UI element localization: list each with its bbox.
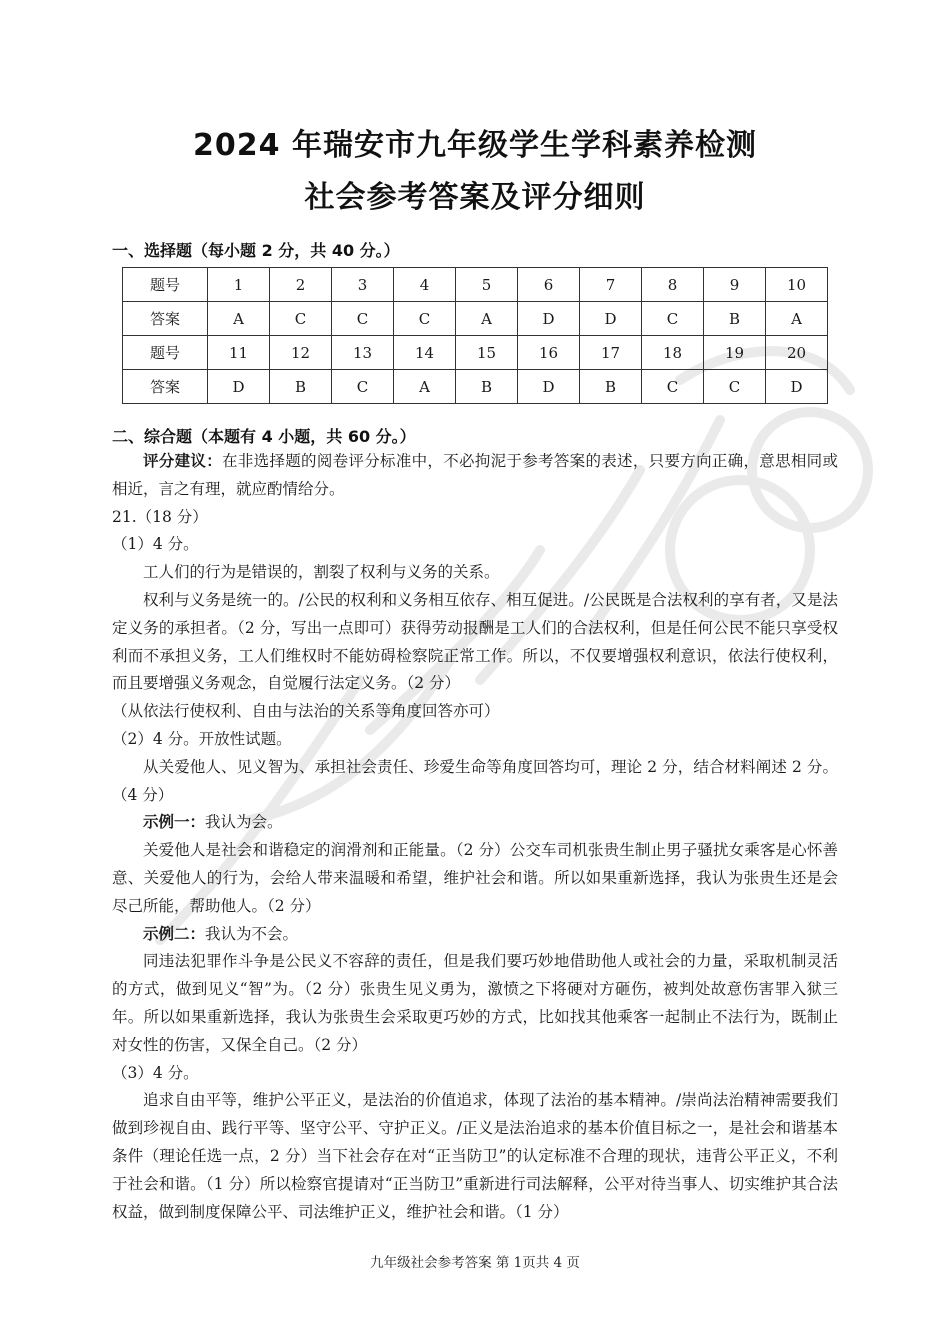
question-number: 5 <box>456 268 518 302</box>
question-number: 10 <box>766 268 828 302</box>
answer-cell: C <box>270 302 332 336</box>
document-subtitle: 社会参考答案及评分细则 <box>304 180 646 215</box>
question-number: 4 <box>394 268 456 302</box>
question-number: 17 <box>580 336 642 370</box>
example-1 <box>112 809 838 837</box>
question-number: 16 <box>518 336 580 370</box>
answer-cell: A <box>208 302 270 336</box>
part-2-title: （2）4 分。开放性试题。 <box>112 729 292 748</box>
answer-cell: D <box>518 370 580 404</box>
answer-cell: C <box>394 302 456 336</box>
question-number: 8 <box>642 268 704 302</box>
question-number: 7 <box>580 268 642 302</box>
answer-cell: D <box>766 370 828 404</box>
advice-text: 在非选择题的阅卷评分标准中，不必拘泥于参考答案的表述，只要方向正确，意思相同或相近，言之有理，就应酌情给分。 <box>112 452 838 498</box>
example-2 <box>112 921 838 949</box>
row-label: 题号 <box>123 268 208 302</box>
example-2-body: 同违法犯罪作斗争是公民义不容辞的责任，但是我们要巧妙地借助他人或社会的力量，采取机制灵活的方式，做到见义“智”为。（2 分）张贵生见义勇为，激愤之下将硬对方砸伤，被判处故意伤害罪入狱三年。所以如果重新选择，我认为张贵生会采取更巧妙的方式，比如找其他乘客一起制止不法行为，既制止对女性的伤害，又保全自己。（2 分） <box>112 952 838 1054</box>
page-footer: 九年级社会参考答案 第 1页共 4 页 <box>370 1255 580 1271</box>
question-number: 13 <box>332 336 394 370</box>
answer-body <box>112 448 838 1226</box>
example-1-label: 示例一： <box>143 813 206 832</box>
answer-table <box>122 267 828 404</box>
answer-cell: A <box>766 302 828 336</box>
section2-heading: 二、综合题（本题有 4 小题，共 60 分。） <box>112 427 416 446</box>
section1-heading: 一、选择题（每小题 2 分，共 40 分。） <box>112 241 400 260</box>
question-number: 18 <box>642 336 704 370</box>
row-label: 答案 <box>123 370 208 404</box>
advice-label: 评分建议： <box>143 452 223 470</box>
question-21-title: 21.（18 分） <box>112 507 208 526</box>
table-row <box>123 370 828 404</box>
question-number: 15 <box>456 336 518 370</box>
question-number: 11 <box>208 336 270 370</box>
answer-cell: B <box>580 370 642 404</box>
answer-cell: A <box>394 370 456 404</box>
part-3-title: （3）4 分。 <box>112 1063 199 1082</box>
answer-cell: D <box>580 302 642 336</box>
answer-cell: C <box>642 302 704 336</box>
question-number: 9 <box>704 268 766 302</box>
answer-cell: C <box>332 302 394 336</box>
answer-cell: A <box>456 302 518 336</box>
answer-cell: C <box>332 370 394 404</box>
example-2-label: 示例二： <box>143 924 206 943</box>
row-label: 答案 <box>123 302 208 336</box>
part-3-paragraph: 追求自由平等，维护公平正义，是法治的价值追求，体现了法治的基本精神。/崇尚法治精神需要我们做到珍视自由、践行平等、坚守公平、守护正义。/正义是法治追求的基本价值目标之一，是社会和谐基本条件（理论任选一点，2 分）当下社会存在对“正当防卫”的认定标准不合理的现状，违背公平正义，不利于社会和谐。（1 分）所以检察官提请对“正当防卫”重新进行司法解释，公平对待当事人、切实维护其合法权益，做到制度保障公平、司法维护正义，维护社会和谐。（1 分） <box>112 1091 838 1221</box>
part-1-paragraph: 工人们的行为是错误的，割裂了权利与义务的关系。 <box>143 563 500 582</box>
question-number: 3 <box>332 268 394 302</box>
answer-cell: B <box>456 370 518 404</box>
answer-cell: C <box>642 370 704 404</box>
question-number: 6 <box>518 268 580 302</box>
question-number: 2 <box>270 268 332 302</box>
table-row <box>123 268 828 302</box>
document-title: 2024 年瑞安市九年级学生学科素养检测 <box>193 128 757 163</box>
scoring-advice <box>112 448 838 504</box>
question-number: 1 <box>208 268 270 302</box>
answer-cell: D <box>518 302 580 336</box>
answer-cell: B <box>270 370 332 404</box>
example-2-text: 我认为不会。 <box>205 924 299 943</box>
example-1-body: 关爱他人是社会和谐稳定的润滑剂和正能量。（2 分）公交车司机张贵生制止男子骚扰女乘客是心怀善意、关爱他人的行为，会给人带来温暖和希望，维护社会和谐。所以如果重新选择，我认为张贵生还是会尽己所能，帮助他人。（2 分） <box>112 841 838 915</box>
part-2-paragraph: 从关爱他人、见义智为、承担社会责任、珍爱生命等角度回答均可，理论 2 分，结合材料阐述 2 分。（4 分） <box>112 757 838 804</box>
table-row <box>123 302 828 336</box>
part-1-title: （1）4 分。 <box>112 535 199 554</box>
example-1-text: 我认为会。 <box>205 813 283 832</box>
answer-cell: D <box>208 370 270 404</box>
question-number: 12 <box>270 336 332 370</box>
part-1-note: （从依法行使权利、自由与法治的关系等角度回答亦可） <box>112 702 500 721</box>
question-number: 20 <box>766 336 828 370</box>
answer-cell: C <box>704 370 766 404</box>
table-row <box>123 336 828 370</box>
question-number: 19 <box>704 336 766 370</box>
part-1-paragraph: 权利与义务是统一的。/公民的权利和义务相互依存、相互促进。/公民既是合法权利的享有者，又是法定义务的承担者。（2 分，写出一点即可）获得劳动报酬是工人们的合法权利，但是任何公民不能只享受权利而不承担义务，工人们维权时不能妨碍检察院正常工作。所以，不仅要增强权利意识，依法行使权利，而且要增强义务观念，自觉履行法定义务。（2 分） <box>112 590 838 693</box>
row-label: 题号 <box>123 336 208 370</box>
question-number: 14 <box>394 336 456 370</box>
answer-cell: B <box>704 302 766 336</box>
